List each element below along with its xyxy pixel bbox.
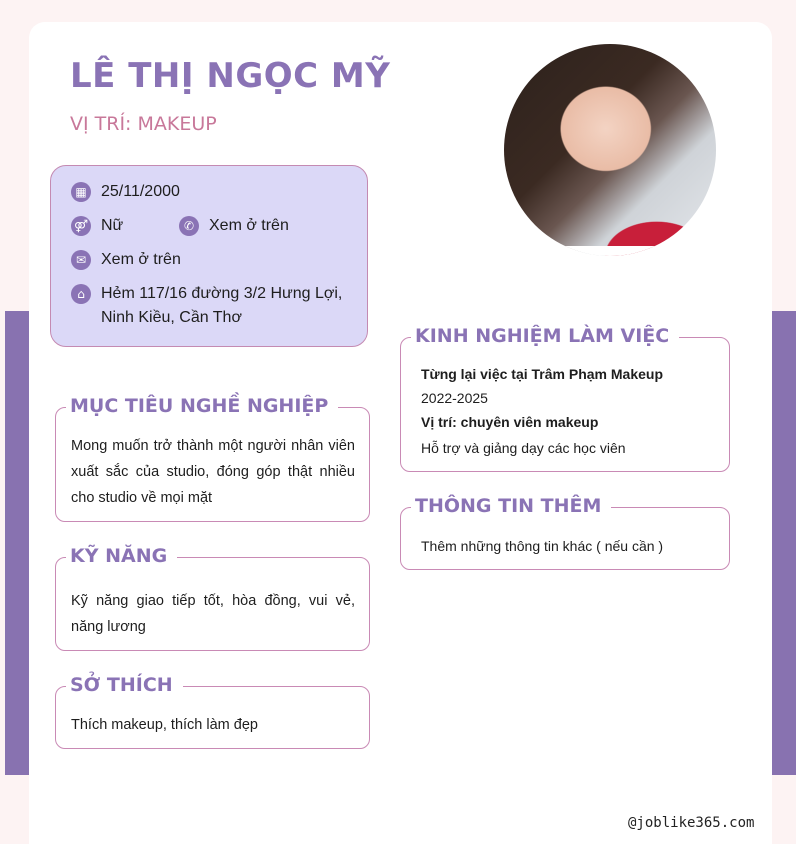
job-position: VỊ TRÍ: MAKEUP: [70, 113, 217, 135]
watermark: @joblike365.com: [628, 815, 755, 831]
profile-photo: [504, 44, 716, 256]
skills-title: KỸ NĂNG: [66, 542, 177, 570]
experience-role: Vị trí: chuyên viên makeup: [421, 414, 599, 430]
experience-title: KINH NGHIỆM LÀM VIỆC: [411, 322, 679, 350]
experience-section: [400, 325, 730, 472]
extra-info-title: THÔNG TIN THÊM: [411, 492, 611, 520]
skills-text: Kỹ năng giao tiếp tốt, hòa đồng, vui vẻ, năng lương: [71, 593, 355, 635]
left-accent-band: [5, 311, 29, 775]
phone-value: Xem ở trên: [209, 217, 289, 234]
phone-icon: ✆: [179, 216, 199, 236]
hobbies-title: SỞ THÍCH: [66, 671, 183, 699]
hobbies-section: [55, 674, 370, 749]
home-icon: ⌂: [71, 284, 91, 304]
skills-section: [55, 545, 370, 651]
birthday-value: 25/11/2000: [101, 183, 180, 200]
address-line-1: Hẻm 117/16 đường 3/2 Hưng Lợi,: [101, 285, 343, 302]
extra-info-section: [400, 495, 730, 570]
experience-company: Từng lại việc tại Trâm Phạm Makeup: [421, 366, 663, 382]
phone-row: [179, 214, 289, 238]
birthday-row: [71, 180, 180, 204]
candidate-name: LÊ THỊ NGỌC MỸ: [70, 56, 391, 96]
gender-icon: ⚤: [71, 216, 91, 236]
hobbies-text: Thích makeup, thích làm đẹp: [71, 717, 258, 733]
extra-info-text: Thêm những thông tin khác ( nếu cần ): [421, 538, 664, 554]
experience-period: 2022-2025: [421, 390, 488, 406]
gender-value: Nữ: [101, 217, 124, 234]
gender-row: [71, 214, 123, 238]
calendar-icon: ▦: [71, 182, 91, 202]
mail-icon: ✉: [71, 250, 91, 270]
right-accent-band: [772, 311, 796, 775]
career-goal-title: MỤC TIÊU NGHỀ NGHIỆP: [66, 392, 338, 420]
email-row: [71, 248, 181, 272]
address-row: [71, 282, 342, 330]
address-line-2: Ninh Kiều, Cần Thơ: [101, 309, 242, 326]
email-value: Xem ở trên: [101, 251, 181, 268]
career-goal-text: Mong muốn trở thành một người nhân viên xuất sắc của studio, đóng góp thật nhiều cho studio về mọi mặt: [71, 438, 355, 506]
career-goal-section: [55, 395, 370, 522]
experience-description: Hỗ trợ và giảng dạy các học viên: [421, 440, 626, 456]
